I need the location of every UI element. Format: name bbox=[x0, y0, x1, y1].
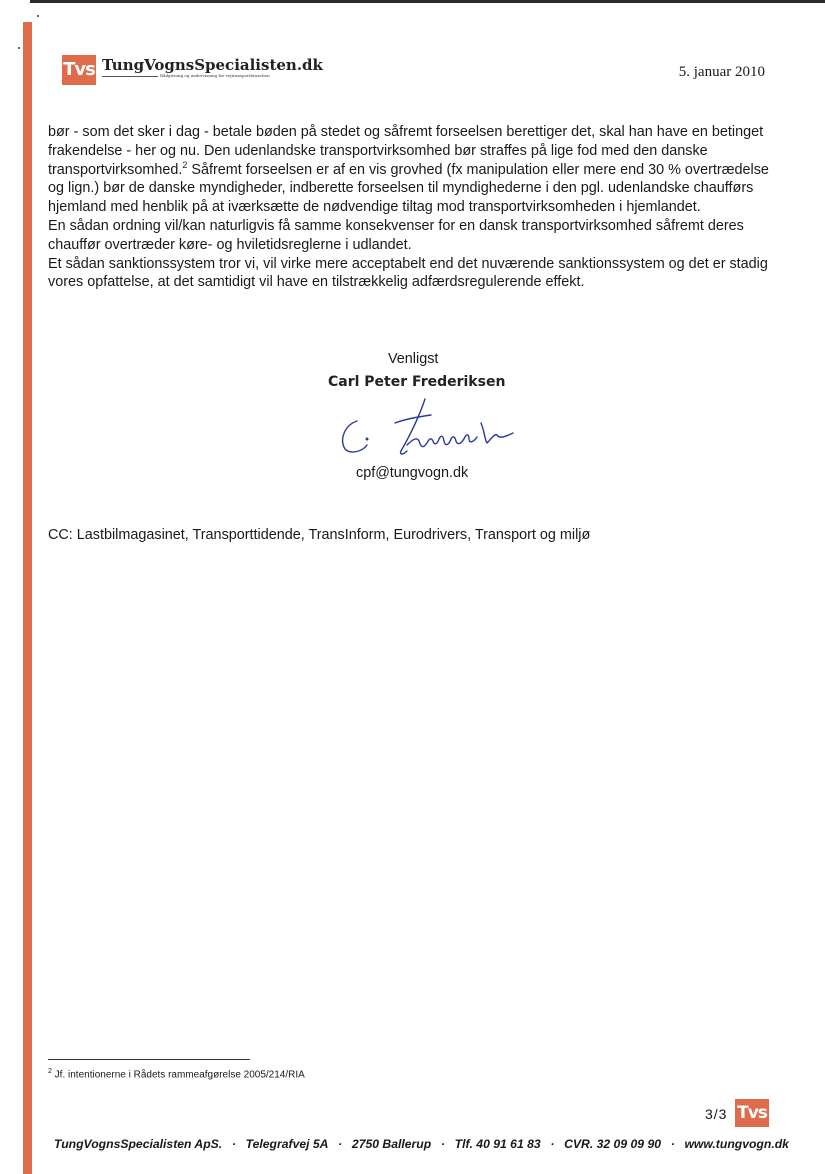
body-text-part: Såfremt forseelsen er af en vis grovhed (fx manipulation eller mere end 30 % overtrædelse og lign.) bør de danske myndigheder, indberette forseelsen til myndighederne i den pgl. udenlandske chaufførs hjemland med henblik på at iværksætte de nødvendige tiltag mod transportvirksomheden i hjemlandet. bbox=[48, 161, 769, 216]
body-paragraph: Et sådan sanktionssystem tror vi, vil virke mere acceptabelt end det nuværende sanktionssystem og det er stadig vores opfattelse, at det samtidigt vil have en tilstrækkelig adfærdsregulerende effekt. bbox=[48, 255, 768, 291]
closing-greeting: Venligst bbox=[388, 351, 439, 367]
footer-logo-mark: Tvs bbox=[735, 1099, 769, 1127]
footer-separator: · bbox=[338, 1137, 343, 1151]
logo-name: TungVognsSpecialisten.dk bbox=[102, 56, 323, 74]
signer-name: Carl Peter Frederiksen bbox=[328, 374, 506, 390]
footer-separator: · bbox=[550, 1137, 555, 1151]
logo-rule bbox=[102, 76, 158, 77]
footnote-reference: 2 bbox=[182, 159, 188, 170]
cc-line: CC: Lastbilmagasinet, Transporttidende, TransInform, Eurodrivers, Transport og miljø bbox=[48, 527, 591, 543]
signer-email: cpf@tungvogn.dk bbox=[356, 465, 469, 481]
logo-mark: Tvs bbox=[62, 55, 96, 85]
footer-separator: · bbox=[670, 1137, 675, 1151]
handwritten-signature bbox=[335, 393, 545, 463]
footer-separator: · bbox=[440, 1137, 445, 1151]
footer-phone: Tlf. 40 91 61 83 bbox=[454, 1137, 541, 1151]
top-edge-line bbox=[30, 0, 825, 3]
footer-separator: · bbox=[231, 1137, 236, 1151]
logo-tagline: Rådgivning og undervisning for vejtransportbranchen bbox=[160, 73, 270, 78]
page-number: 3/3 bbox=[705, 1106, 728, 1122]
body-paragraph: En sådan ordning vil/kan naturligvis få samme konsekvenser for en dansk transportvirksomhed såfremt deres chauffør overtræder køre- og hviletidsreglerne i udlandet. bbox=[48, 217, 744, 253]
footer-address: Telegrafvej 5A bbox=[245, 1137, 329, 1151]
footnote bbox=[48, 1068, 305, 1080]
footer-website: www.tungvogn.dk bbox=[684, 1137, 789, 1151]
scan-speck bbox=[18, 47, 20, 49]
footnote-text: Jf. intentionerne i Rådets rammeafgørelse 2005/214/RIA bbox=[51, 1069, 305, 1081]
footer-company: TungVognsSpecialisten ApS. bbox=[54, 1137, 223, 1151]
body-paragraph bbox=[48, 123, 778, 217]
footnote-divider bbox=[48, 1059, 250, 1060]
letter-footer bbox=[54, 1137, 789, 1151]
accent-side-bar bbox=[23, 22, 32, 1174]
footer-cvr: CVR. 32 09 09 90 bbox=[564, 1137, 661, 1151]
letter-body bbox=[48, 123, 778, 292]
footer-city: 2750 Ballerup bbox=[351, 1137, 432, 1151]
letter-date: 5. januar 2010 bbox=[678, 64, 765, 80]
body-text-part: bør - som det sker i dag - betale bøden på stedet og såfremt forseelsen berettiger det, skal han have en betinget frakendelse - her og nu. Den udenlandske transportvirksomhed bør straffes på lige fod med den danske transportvirksomhed. bbox=[48, 124, 764, 178]
footnote-number: 2 bbox=[48, 1068, 52, 1075]
scan-speck bbox=[37, 15, 39, 17]
